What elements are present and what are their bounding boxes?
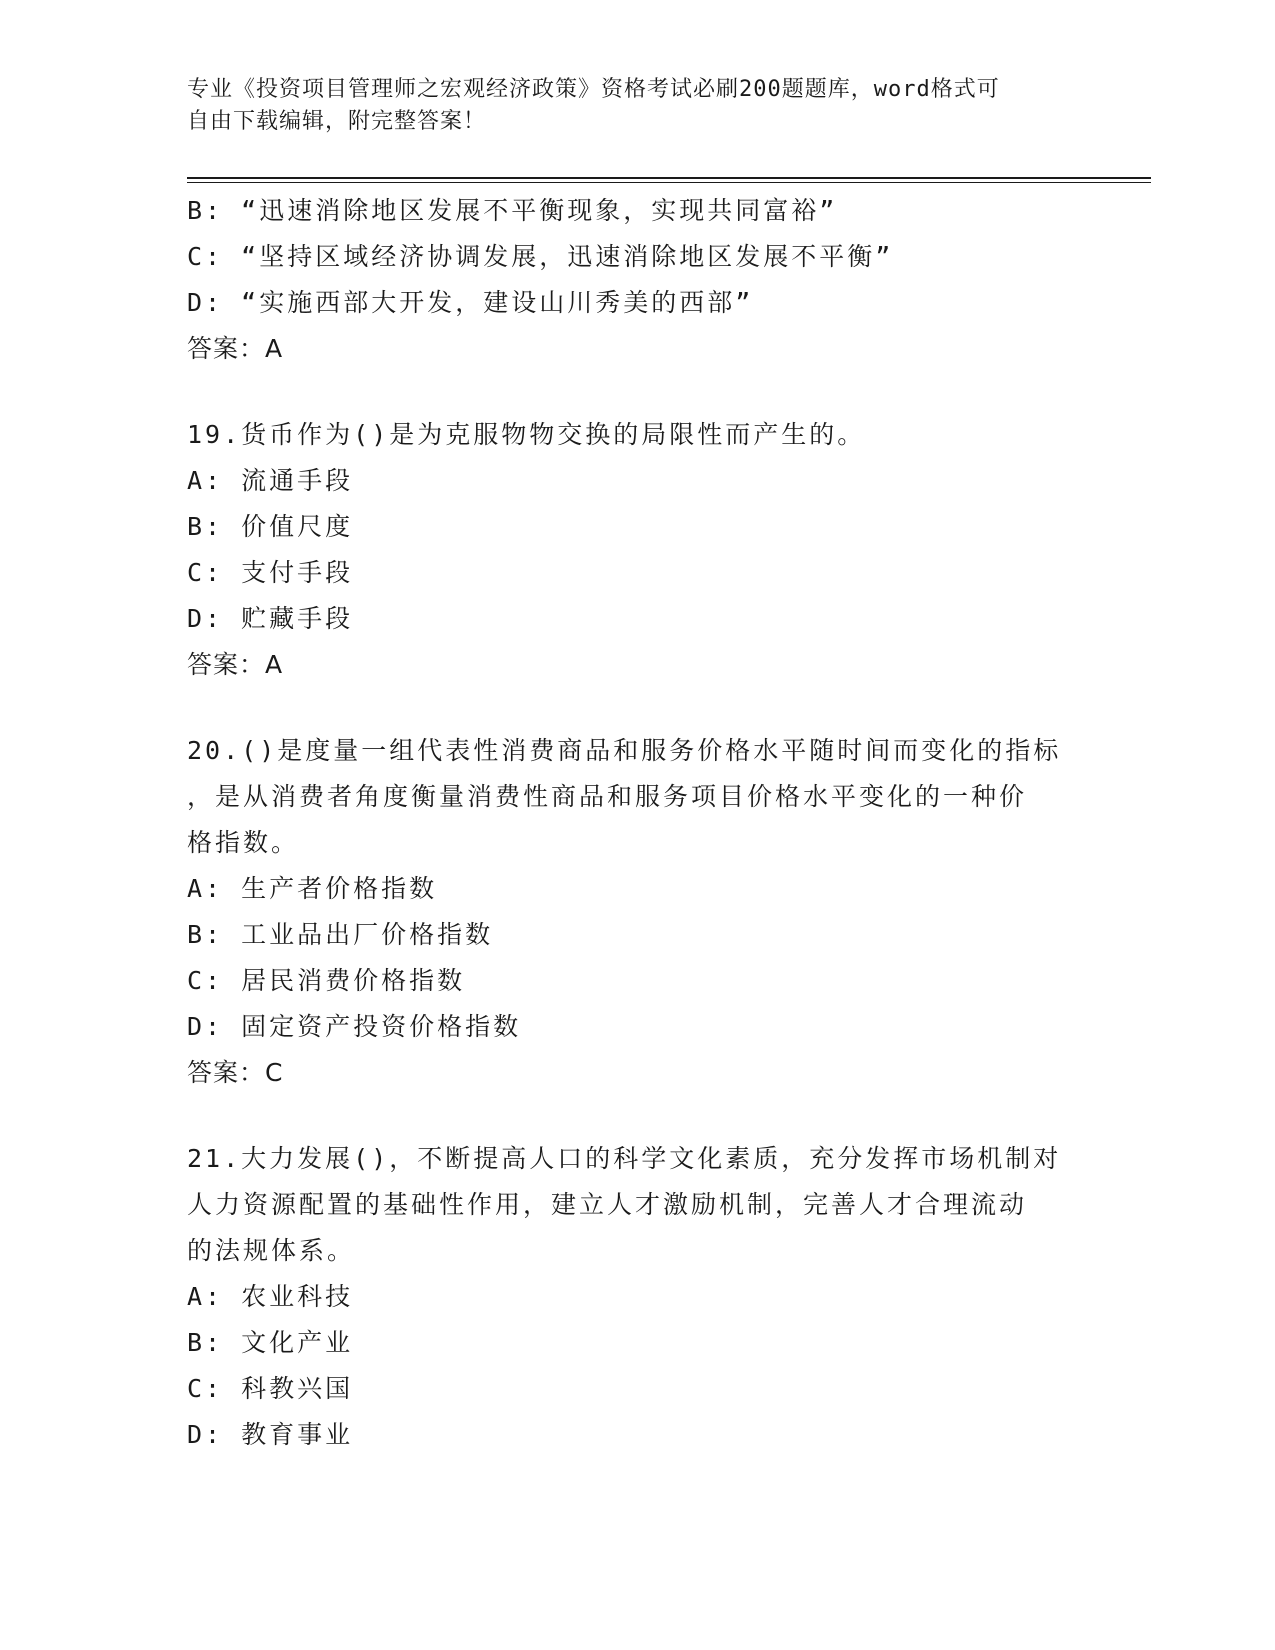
option-b: B: 工业品出厂价格指数 [187, 920, 494, 949]
question-text-line-1: 20.()是度量一组代表性消费商品和服务价格水平随时间而变化的指标 [187, 736, 1062, 765]
header-line-2: 自由下载编辑，附完整答案！ [187, 109, 487, 134]
answer: 答案：A [187, 334, 284, 363]
answer: 答案：C [187, 1058, 284, 1087]
option-a: A: 农业科技 [187, 1282, 354, 1311]
question-text-line-2: ，是从消费者角度衡量消费性商品和服务项目价格水平变化的一种价 [187, 782, 1028, 811]
header-line-1: 专业《投资项目管理师之宏观经济政策》资格考试必刷200题题库，word格式可 [187, 77, 1000, 102]
question-20 [187, 728, 1087, 1096]
option-c: C: 居民消费价格指数 [187, 966, 466, 995]
document-header [187, 74, 1067, 138]
option-b: B: 价值尺度 [187, 512, 354, 541]
header-rule-thick [187, 177, 1151, 179]
question-text-line-3: 格指数。 [187, 828, 300, 857]
document-body [187, 188, 1087, 1458]
question-text-line-1: 21.大力发展()，不断提高人口的科学文化素质，充分发挥市场机制对 [187, 1144, 1062, 1173]
option-b: B: “迅速消除地区发展不平衡现象，实现共同富裕” [187, 196, 838, 225]
option-a: A: 生产者价格指数 [187, 874, 438, 903]
option-a: A: 流通手段 [187, 466, 354, 495]
option-c: C: 科教兴国 [187, 1374, 354, 1403]
option-d: D: 贮藏手段 [187, 604, 354, 633]
question-text: 19.货币作为()是为克服物物交换的局限性而产生的。 [187, 420, 866, 449]
option-c: C: 支付手段 [187, 558, 354, 587]
question-19 [187, 412, 1087, 688]
answer: 答案：A [187, 650, 284, 679]
option-d: D: 固定资产投资价格指数 [187, 1012, 522, 1041]
option-d: D: 教育事业 [187, 1420, 354, 1449]
header-rule-thin [187, 182, 1151, 183]
option-c: C: “坚持区域经济协调发展，迅速消除地区发展不平衡” [187, 242, 894, 271]
option-d: D: “实施西部大开发，建设山川秀美的西部” [187, 288, 754, 317]
question-18 [187, 188, 1087, 372]
option-b: B: 文化产业 [187, 1328, 354, 1357]
question-text-line-3: 的法规体系。 [187, 1236, 356, 1265]
question-text-line-2: 人力资源配置的基础性作用，建立人才激励机制，完善人才合理流动 [187, 1190, 1028, 1219]
question-21 [187, 1136, 1087, 1458]
